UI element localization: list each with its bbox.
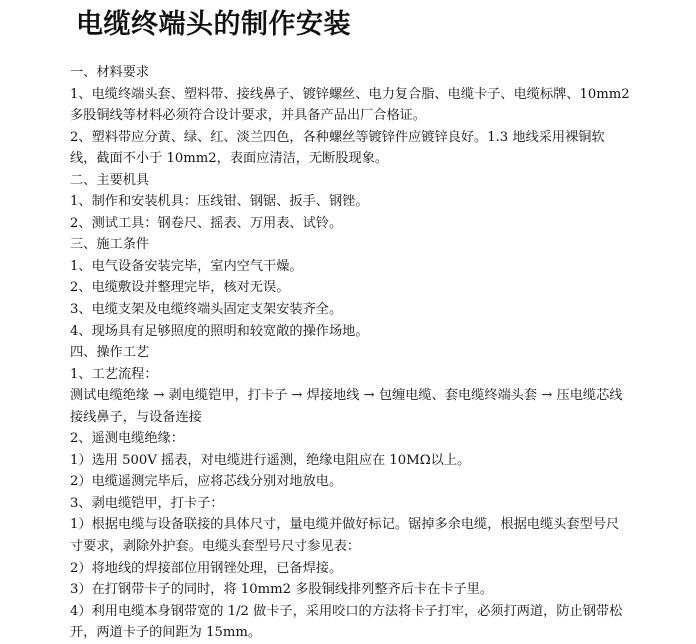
paragraph-process-flow-label: 1、工艺流程： bbox=[70, 366, 158, 382]
section-heading-tools: 二、主要机具 bbox=[70, 172, 150, 188]
paragraph-process-flow: 测试电缆绝缘 → 剥电缆铠甲，打卡子 → 焊接地线 → 包缠电缆、套电缆终端头套 → 压电缆芯线接线鼻子，与设备连接 bbox=[70, 388, 623, 425]
paragraph-tools-2: 2、测试工具：钢卷尺、摇表、万用表、试铃。 bbox=[70, 215, 343, 231]
paragraph-insulation-label: 2、遥测电缆绝缘： bbox=[70, 431, 184, 447]
paragraph-conditions-4: 4、现场具有足够照度的照明和较宽敞的操作场地。 bbox=[70, 323, 369, 339]
paragraph-tools-1: 1、制作和安装机具：压线钳、钢锯、扳手、钢锉。 bbox=[70, 194, 369, 210]
paragraph-insulation-2: 2）电缆遥测完毕后，应将芯线分别对地放电。 bbox=[70, 474, 343, 490]
section-heading-conditions: 三、施工条件 bbox=[70, 237, 150, 253]
document-title: 电缆终端头的制作安装 bbox=[76, 9, 351, 40]
paragraph-armor-label: 3、剥电缆铠甲，打卡子： bbox=[70, 495, 224, 511]
paragraph-conditions-3: 3、电缆支架及电缆终端头固定支架安装齐全。 bbox=[70, 302, 343, 318]
section-heading-materials: 一、材料要求 bbox=[70, 65, 150, 80]
paragraph-materials-1: 1、电缆终端头套、塑料带、接线鼻子、镀锌螺丝、电力复合脂、电缆卡子、电缆标牌、10mm2 多股铜线等材料必须符合设计要求，并具备产品出厂合格证。 bbox=[70, 86, 634, 124]
paragraph-materials-2: 2、塑料带应分黄、绿、红、淡兰四色，各种螺丝等镀锌件应镀锌良好。1.3 地线采用裸铜软线，截面不小于 10mm2，表面应清洁，无断股现象。 bbox=[70, 129, 605, 167]
paragraph-armor-4: 4）利用电缆本身钢带宽的 1/2 做卡子，采用咬口的方法将卡子打牢，必须打两道，防止钢带松开，两道卡子的间距为 15mm。 bbox=[70, 603, 623, 641]
paragraph-armor-2: 2）将地线的焊接部位用钢锉处理，已备焊接。 bbox=[70, 560, 343, 576]
paragraph-conditions-1: 1、电气设备安装完毕，室内空气干燥。 bbox=[70, 258, 303, 274]
paragraph-conditions-2: 2、电缆敷设并整理完毕，核对无误。 bbox=[70, 280, 290, 296]
section-heading-process: 四、操作工艺 bbox=[70, 345, 150, 361]
document-body bbox=[70, 62, 634, 644]
paragraph-insulation-1: 1）选用 500V 摇表，对电缆进行遥测，绝缘电阻应在 10MΩ以上。 bbox=[70, 452, 471, 468]
paragraph-armor-1: 1）根据电缆与设备联接的具体尺寸，量电缆并做好标记。锯掉多余电缆，根据电缆头套型号尺寸要求，剥除外护套。电缆头套型号尺寸参见表： bbox=[70, 517, 620, 555]
paragraph-armor-3: 3）在打钢带卡子的同时，将 10mm2 多股铜线排列整齐后卡在卡子里。 bbox=[70, 582, 494, 598]
